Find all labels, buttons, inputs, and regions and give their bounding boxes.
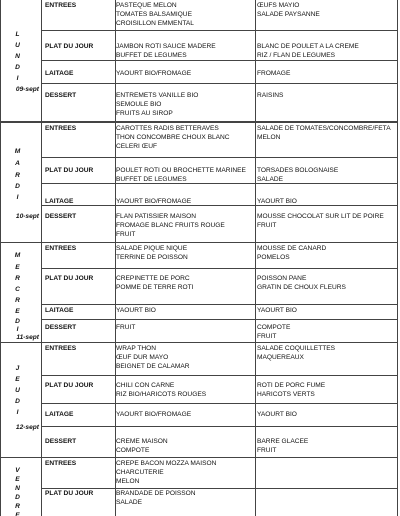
menu-item: CAROTTES RADIS BETTERAVES: [116, 125, 219, 132]
day-letter: L: [15, 31, 20, 38]
day-letter: U: [15, 387, 20, 394]
day-letter: R: [15, 297, 20, 304]
day-date: 09-sept: [15, 86, 39, 93]
day-letter: M: [14, 252, 21, 259]
day-date: 10-sept: [15, 213, 39, 220]
menu2-list: [257, 166, 338, 184]
menu2-list: [257, 91, 283, 100]
menu-item: JAMBON ROTI SAUCE MADERE: [116, 43, 216, 50]
menu-item: YAOURT BIO: [257, 411, 297, 418]
day-letter: A: [15, 160, 20, 167]
category-label: PLAT DU JOUR: [45, 382, 94, 389]
menu1-list: [116, 166, 246, 184]
menu-item: CHARCUTERIE: [116, 469, 164, 476]
day-label: [1, 343, 41, 457]
day-letter: I: [16, 194, 19, 201]
menu-item: RIZ BIO/HARICOTS ROUGES: [116, 391, 207, 398]
day-letter: I: [16, 326, 19, 333]
menu-item: THON CONCOMBRE CHOUX BLANC: [116, 134, 230, 141]
menu1-list: [116, 489, 196, 507]
menu-item: CREPINETTE DE PORC: [116, 275, 190, 282]
menu1-list: [116, 124, 230, 151]
menu-item: MAQUEREAUX: [257, 354, 304, 361]
menu-item: HARICOTS VERTS: [257, 391, 315, 398]
menu-item: YAOURT BIO/FROMAGE: [116, 70, 192, 77]
day-letter: J: [15, 365, 20, 372]
menu-item: FRUIT: [257, 447, 277, 454]
menu-item: MOUSSE CHOCOLAT SUR LIT DE POIRE: [257, 213, 384, 220]
menu-item: SALADE PIQUE NIQUE: [116, 245, 188, 252]
menu-item: POMELOS: [257, 254, 290, 261]
day-letter: R: [15, 503, 20, 510]
day-letter: E: [15, 308, 20, 315]
menu-item: SALADE DE TOMATES/CONCOMBRE/FETA: [257, 125, 391, 132]
category-label: DESSERT: [45, 438, 77, 445]
menu-item: TOMATES BALSAMIQUE: [116, 11, 192, 18]
day-letter: V: [15, 467, 20, 474]
day-letter: D: [15, 318, 20, 325]
day-letter: E: [15, 476, 20, 483]
day-letter: R: [15, 172, 20, 179]
menu-item: POULET ROTI OU BROCHETTE MARINEE: [116, 167, 246, 174]
menu1-list: [116, 306, 156, 315]
menu-item: MOUSSE DE CANARD: [257, 245, 327, 252]
menu2-list: [257, 212, 384, 230]
menu-item: COMPOTE: [116, 447, 150, 454]
menu-item: CELERI ŒUF: [116, 143, 158, 150]
day-date: 11-sept: [16, 334, 39, 341]
menu-item: FROMAGE BLANC FRUITS ROUGE: [116, 222, 225, 229]
menu-item: CREME MAISON: [116, 438, 168, 445]
menu-item: CREPE BACON MOZZA MAISON: [116, 460, 217, 467]
menu2-list: [257, 323, 290, 341]
day-block-lundi: [0, 0, 398, 122]
day-letter: E: [15, 264, 20, 271]
menu1-list: [116, 381, 206, 399]
menu1-list: [116, 410, 191, 419]
menu-item: FRUIT: [257, 333, 277, 340]
menu-item: BEIGNET DE CALAMAR: [116, 363, 190, 370]
category-label: ENTREES: [45, 245, 77, 252]
menu1-list: [116, 69, 191, 78]
menu1-list: [116, 459, 216, 486]
menu2-list: [257, 69, 290, 78]
menu-item: YAOURT BIO: [257, 198, 297, 205]
menu1-list: [116, 1, 194, 28]
menu2-list: [257, 274, 346, 292]
menu2-list: [257, 410, 297, 419]
category-label: LAITAGE: [45, 70, 74, 77]
menu2-list: [257, 197, 297, 206]
menu1-list: [116, 244, 188, 262]
menu-item: ŒUFS MAYIO: [257, 2, 300, 9]
menu1-list: [116, 274, 194, 292]
menu-item: FRUIT: [116, 324, 136, 331]
menu-item: BARRE GLACEE: [257, 438, 309, 445]
menu-item: ROTI DE PORC FUME: [257, 382, 326, 389]
menu-item: BRANDADE DE POISSON: [116, 490, 196, 497]
menu-item: FRUITS AU SIROP: [116, 110, 173, 117]
menu-item: YAOURT BIO: [116, 307, 156, 314]
menu1-list: [116, 197, 191, 206]
menu-item: FLAN PATISSIER MAISON: [116, 213, 196, 220]
category-label: DESSERT: [45, 213, 77, 220]
day-block-mercredi: [0, 242, 398, 343]
category-label: LAITAGE: [45, 307, 74, 314]
day-letter: I: [16, 75, 19, 82]
day-date: 12-sept: [15, 424, 39, 431]
day-letter: U: [15, 42, 20, 49]
menu-item: CHILI CON CARNE: [116, 382, 175, 389]
day-letter: N: [15, 485, 20, 492]
day-letter: D: [15, 64, 20, 71]
menu-item: WRAP THON: [116, 345, 157, 352]
menu-item: SEMOULE BIO: [116, 101, 162, 108]
menu-item: BUFFET DE LEGUMES: [116, 176, 187, 183]
menu-item: RIZ / FLAN DE LEGUMES: [257, 52, 336, 59]
day-letter: D: [15, 494, 20, 501]
menu-item: SALADE PAYSANNE: [257, 11, 320, 18]
menu-item: TORSADES BOLOGNAISE: [257, 167, 339, 174]
day-letter: I: [16, 409, 19, 416]
menu2-list: [257, 437, 308, 455]
menu1-list: [116, 437, 168, 455]
menu2-list: [257, 306, 297, 315]
menu1-list: [116, 42, 216, 60]
menu-item: FRUIT: [257, 222, 277, 229]
menu-item: GRATIN DE CHOUX FLEURS: [257, 284, 346, 291]
menu-item: RAISINS: [257, 92, 284, 99]
category-label: ENTREES: [45, 345, 77, 352]
menu2-list: [257, 244, 326, 262]
menu-item: PASTEQUE MELON: [116, 2, 177, 9]
day-label: [1, 0, 41, 121]
menu-item: POISSON PANE: [257, 275, 307, 282]
day-label: [1, 243, 41, 342]
menu2-list: [257, 42, 359, 60]
day-letter: R: [15, 275, 20, 282]
menu-item: COMPOTE: [257, 324, 291, 331]
category-label: DESSERT: [45, 92, 77, 99]
day-block-vendredi: [0, 457, 398, 516]
category-label: LAITAGE: [45, 411, 74, 418]
menu-item: SALADE COQUILLETTES: [257, 345, 336, 352]
category-label: DESSERT: [45, 324, 77, 331]
category-label: PLAT DU JOUR: [45, 167, 94, 174]
category-label: PLAT DU JOUR: [45, 43, 94, 50]
menu-item: CROISILLON EMMENTAL: [116, 20, 194, 27]
menu1-list: [116, 91, 198, 118]
day-letter: E: [15, 376, 20, 383]
menu-item: FROMAGE: [257, 70, 291, 77]
menu1-list: [116, 212, 225, 239]
menu-item: BLANC DE POULET A LA CREME: [257, 43, 359, 50]
menu1-list: [116, 323, 135, 332]
menu-item: ENTREMETS VANILLE BIO: [116, 92, 199, 99]
day-letter: D: [15, 183, 20, 190]
menu1-list: [116, 344, 190, 371]
day-label: [1, 123, 41, 242]
category-label: PLAT DU JOUR: [45, 275, 94, 282]
category-label: ENTREES: [45, 125, 77, 132]
category-label: LAITAGE: [45, 198, 74, 205]
menu-item: FRUIT: [116, 231, 136, 238]
day-letter: M: [14, 148, 21, 155]
menu-item: ŒUF DUR MAYO: [116, 354, 169, 361]
menu-item: YAOURT BIO/FROMAGE: [116, 411, 192, 418]
menu-item: YAOURT BIO: [257, 307, 297, 314]
day-letter: N: [15, 53, 20, 60]
menu2-list: [257, 344, 335, 362]
menu-item: MELON: [257, 134, 281, 141]
menu-item: SALADE: [116, 499, 143, 506]
menu-item: SALADE: [257, 176, 284, 183]
category-label: PLAT DU JOUR: [45, 490, 94, 497]
day-letter: E: [15, 512, 20, 516]
day-label: [1, 458, 41, 516]
day-letter: C: [15, 286, 20, 293]
menu2-list: [257, 124, 391, 142]
menu2-list: [257, 381, 325, 399]
category-label: ENTREES: [45, 460, 77, 467]
menu-item: YAOURT BIO/FROMAGE: [116, 198, 192, 205]
menu2-list: [257, 1, 320, 19]
category-label: ENTREES: [45, 2, 77, 9]
menu-item: MELON: [116, 478, 140, 485]
menu-item: BUFFET DE LEGUMES: [116, 52, 187, 59]
day-block-mardi: [0, 122, 398, 243]
menu-item: POMME DE TERRE ROTI: [116, 284, 194, 291]
menu-item: TERRINE DE POISSON: [116, 254, 188, 261]
day-letter: D: [15, 398, 20, 405]
day-block-jeudi: [0, 342, 398, 458]
